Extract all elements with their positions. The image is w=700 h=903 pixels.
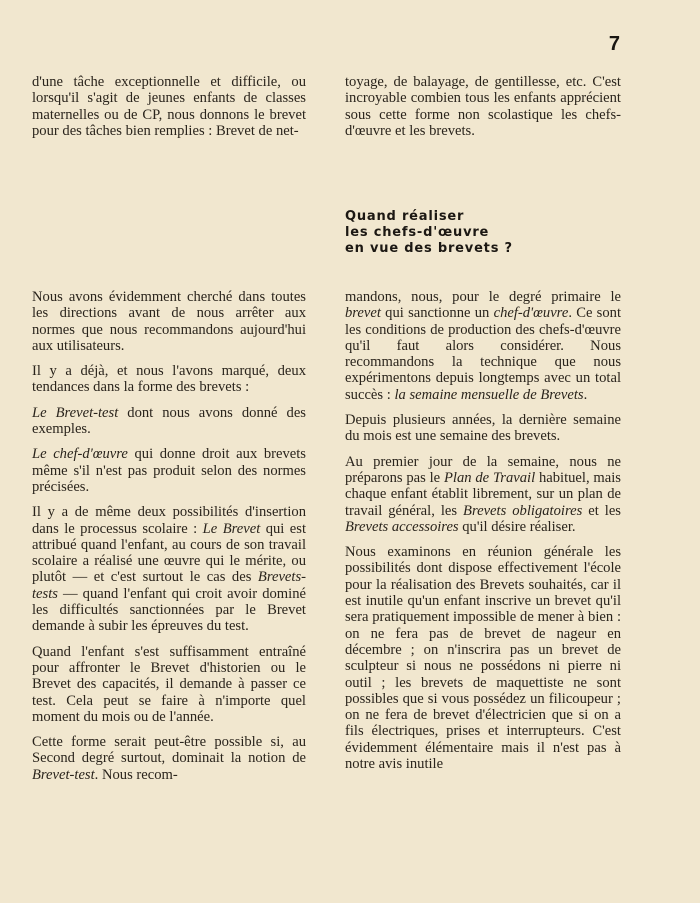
right-column (345, 289, 621, 772)
paragraph (32, 734, 306, 783)
left-column (32, 289, 306, 783)
paragraph (32, 446, 306, 495)
text-run: Au premier jour de la semaine, nous ne préparons pas le (345, 453, 621, 486)
text-run: mandons, nous, pour le degré primaire le (345, 289, 621, 305)
top-right-column (345, 74, 621, 139)
heading-line: en vue des brevets ? (345, 241, 513, 256)
italic-term: Brevets obligatoires (463, 502, 583, 519)
section-heading (345, 209, 605, 257)
paragraph: d'une tâche exceptionnelle et difficile, ou lorsqu'il s'agit de jeunes enfants de classes maternelles ou de CP, nous donnons le brevet pour des tâches bien remplies : Brevet de net- (32, 74, 306, 139)
italic-term: Brevets-tests (32, 569, 306, 602)
italic-term: la semaine mensuelle de Brevets (394, 386, 584, 403)
italic-term: Brevets accessoires (345, 518, 459, 535)
text-run: et les (582, 502, 621, 519)
text-run: habituel, mais chaque enfant établit librement, sur un plan de travail général, les (345, 469, 621, 519)
paragraph (32, 405, 306, 438)
paragraph (32, 504, 306, 634)
paragraph: Quand l'enfant s'est suffisamment entraîné pour affronter le Brevet d'historien ou le Brevet des capacités, il demande à passer ce test. Cela peut se faire à n'importe quel moment du mois ou de l'année. (32, 643, 306, 725)
text-run: Il y a de même deux possibilités d'insertion dans le processus scolaire : (32, 504, 306, 537)
italic-term: Le chef-d'œuvre (32, 446, 128, 463)
paragraph: toyage, de balayage, de gentillesse, etc. C'est incroyable combien tous les enfants apprécient sous cette forme non scolastique les chefs-d'œuvre et les brevets. (345, 74, 621, 139)
paragraph: Nous avons évidemment cherché dans toutes les directions avant de nous arrêter aux normes que nous recommandons aujourd'hui aux utilisateurs. (32, 289, 306, 354)
paragraph (345, 289, 621, 403)
text-run: . Nous recom- (94, 766, 178, 783)
heading-line: les chefs-d'œuvre (345, 225, 490, 240)
text-run: qui est attribué quand l'enfant, au cours de son travail scolaire a réalisé une œuvre qui le mérite, ou plutôt — et c'est surtout le cas des (32, 520, 306, 586)
italic-term: Le Brevet-test (32, 404, 119, 421)
text-run: qu'il désire réaliser. (458, 518, 576, 535)
page-number: 7 (608, 33, 620, 55)
italic-term: Le Brevet (202, 520, 261, 537)
text-run: dont nous avons donné des exemples. (32, 404, 306, 438)
text-run: Cette forme serait peut-être possible si, au Second degré surtout, dominait la notion de (32, 734, 306, 767)
heading-line: Quand réaliser (345, 209, 465, 224)
text-run: qui donne droit aux brevets même s'il n'est pas produit selon des normes précisées. (32, 446, 306, 495)
paragraph: Depuis plusieurs années, la dernière semaine du mois est une semaine des brevets. (345, 412, 621, 445)
text-run: qui sanctionne un (380, 305, 494, 322)
text-run: . (583, 386, 588, 403)
italic-term: Brevet-test (32, 766, 95, 783)
italic-term: brevet (345, 305, 381, 322)
italic-term: Plan de Travail (443, 469, 536, 486)
text-run: . Ce sont les conditions de production des chefs-d'œuvre qu'il faut alors considérer. Nous recommandons la technique que nous expérimentons depuis longtemps avec un total succès : (345, 305, 622, 403)
italic-term: chef-d'œuvre (493, 305, 569, 322)
paragraph: Nous examinons en réunion générale les possibilités dont dispose effectivement l'école pour la réalisation des Brevets souhaités, car il est inutile qu'un enfant inscrive un brevet qu'il sera pratiquement impossible de mener à bien : on ne fera pas de brevet de nageur en décembre ; on n'inscrira pas un brevet de sculpteur si nous ne possédons ni pierre ni outil ; les brevets de maquettiste ne sont possibles que si vous possédez un filicoupeur ; on ne fera de brevet d'électricien que si on a fils électriques, prises et interrupteurs. C'est évidemment élémentaire mais il n'est pas à notre avis inutile (345, 544, 621, 773)
text-run: — quand l'enfant qui croit avoir dominé les difficultés sanctionnées par le Brevet demande à subir les épreuves du test. (32, 585, 306, 635)
paragraph: Il y a déjà, et nous l'avons marqué, deux tendances dans la forme des brevets : (32, 363, 306, 396)
top-left-column (32, 74, 306, 139)
paragraph (345, 454, 621, 535)
